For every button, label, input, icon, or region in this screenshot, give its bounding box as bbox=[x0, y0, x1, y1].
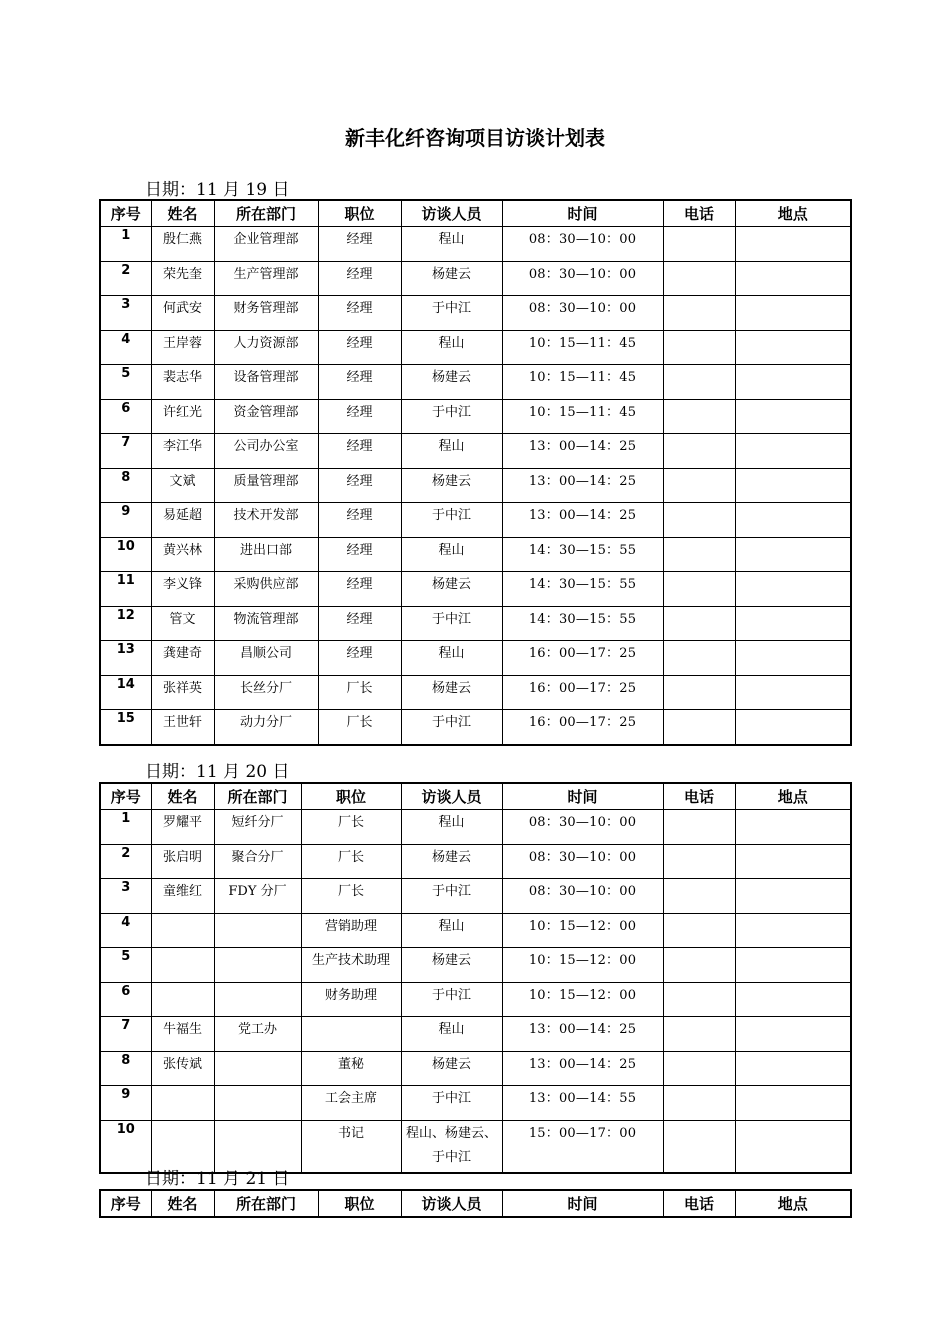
cell-no: 6 bbox=[100, 982, 151, 1017]
cell-time: 14：30—15：55 bbox=[502, 572, 663, 607]
cell-dept: 技术开发部 bbox=[214, 503, 318, 538]
cell-phone bbox=[663, 913, 735, 948]
cell-interviewer: 于中江 bbox=[401, 606, 502, 641]
header-col-interviewer: 访谈人员 bbox=[401, 783, 502, 810]
table-row bbox=[100, 948, 851, 983]
cell-interviewer: 程山 bbox=[401, 913, 502, 948]
cell-no: 8 bbox=[100, 468, 151, 503]
cell-time: 14：30—15：55 bbox=[502, 537, 663, 572]
cell-time: 10：15—12：00 bbox=[502, 948, 663, 983]
cell-no: 10 bbox=[100, 537, 151, 572]
cell-no: 7 bbox=[100, 1017, 151, 1052]
cell-phone bbox=[663, 710, 735, 745]
cell-interviewer: 杨建云 bbox=[401, 468, 502, 503]
cell-name: 张祥英 bbox=[151, 675, 214, 710]
cell-no: 12 bbox=[100, 606, 151, 641]
header-col-position: 职位 bbox=[301, 783, 401, 810]
cell-no: 9 bbox=[100, 1086, 151, 1121]
table-row bbox=[100, 982, 851, 1017]
header-col-name: 姓名 bbox=[151, 783, 214, 810]
cell-interviewer: 于中江 bbox=[401, 710, 502, 745]
header-col-dept: 所在部门 bbox=[214, 200, 318, 227]
cell-time: 10：15—11：45 bbox=[502, 330, 663, 365]
cell-no: 4 bbox=[100, 913, 151, 948]
cell-interviewer: 程山 bbox=[401, 330, 502, 365]
header-col-phone: 电话 bbox=[663, 200, 735, 227]
header-col-no: 序号 bbox=[100, 783, 151, 810]
cell-place bbox=[735, 641, 851, 676]
table-row bbox=[100, 330, 851, 365]
cell-phone bbox=[663, 1086, 735, 1121]
cell-no: 11 bbox=[100, 572, 151, 607]
cell-no: 14 bbox=[100, 675, 151, 710]
cell-name: 牛福生 bbox=[151, 1017, 214, 1052]
cell-phone bbox=[663, 261, 735, 296]
cell-dept: 长丝分厂 bbox=[214, 675, 318, 710]
cell-place bbox=[735, 468, 851, 503]
cell-name: 管文 bbox=[151, 606, 214, 641]
table-row bbox=[100, 844, 851, 879]
table-row bbox=[100, 1017, 851, 1052]
cell-interviewer: 于中江 bbox=[401, 296, 502, 331]
cell-interviewer: 程山、杨建云、于中江 bbox=[401, 1120, 502, 1173]
cell-place bbox=[735, 982, 851, 1017]
cell-dept: 物流管理部 bbox=[214, 606, 318, 641]
cell-phone bbox=[663, 227, 735, 262]
schedule-table-day3 bbox=[99, 1189, 852, 1218]
cell-place bbox=[735, 948, 851, 983]
cell-time: 13：00—14：25 bbox=[502, 1051, 663, 1086]
cell-phone bbox=[663, 330, 735, 365]
cell-no: 1 bbox=[100, 227, 151, 262]
header-col-time: 时间 bbox=[502, 200, 663, 227]
cell-dept bbox=[214, 913, 301, 948]
cell-place bbox=[735, 1086, 851, 1121]
cell-phone bbox=[663, 810, 735, 845]
cell-time: 08：30—10：00 bbox=[502, 296, 663, 331]
cell-place bbox=[735, 330, 851, 365]
table-row bbox=[100, 537, 851, 572]
header-col-name: 姓名 bbox=[151, 1190, 214, 1217]
cell-name: 童维红 bbox=[151, 879, 214, 914]
cell-phone bbox=[663, 675, 735, 710]
cell-phone bbox=[663, 434, 735, 469]
cell-name: 何武安 bbox=[151, 296, 214, 331]
cell-position: 营销助理 bbox=[301, 913, 401, 948]
cell-time: 10：15—11：45 bbox=[502, 365, 663, 400]
cell-place bbox=[735, 261, 851, 296]
cell-time: 13：00—14：25 bbox=[502, 503, 663, 538]
cell-time: 08：30—10：00 bbox=[502, 844, 663, 879]
cell-position: 经理 bbox=[318, 227, 401, 262]
cell-dept: FDY 分厂 bbox=[214, 879, 301, 914]
table-row bbox=[100, 434, 851, 469]
table-row bbox=[100, 710, 851, 745]
cell-dept: 短纤分厂 bbox=[214, 810, 301, 845]
cell-name: 王岸蓉 bbox=[151, 330, 214, 365]
cell-position: 经理 bbox=[318, 261, 401, 296]
cell-time: 08：30—10：00 bbox=[502, 879, 663, 914]
header-col-time: 时间 bbox=[502, 783, 663, 810]
header-col-no: 序号 bbox=[100, 200, 151, 227]
cell-place bbox=[735, 913, 851, 948]
cell-name: 李义锋 bbox=[151, 572, 214, 607]
table-row bbox=[100, 913, 851, 948]
cell-name: 王世轩 bbox=[151, 710, 214, 745]
cell-position: 厂长 bbox=[301, 844, 401, 879]
cell-no: 9 bbox=[100, 503, 151, 538]
cell-dept: 昌顺公司 bbox=[214, 641, 318, 676]
cell-name: 文斌 bbox=[151, 468, 214, 503]
cell-name: 罗耀平 bbox=[151, 810, 214, 845]
cell-position bbox=[301, 1017, 401, 1052]
cell-name: 黄兴林 bbox=[151, 537, 214, 572]
table-row bbox=[100, 365, 851, 400]
cell-time: 08：30—10：00 bbox=[502, 227, 663, 262]
cell-position: 经理 bbox=[318, 468, 401, 503]
cell-place bbox=[735, 1051, 851, 1086]
cell-phone bbox=[663, 641, 735, 676]
cell-place bbox=[735, 879, 851, 914]
cell-dept bbox=[214, 1051, 301, 1086]
table-row bbox=[100, 227, 851, 262]
cell-no: 7 bbox=[100, 434, 151, 469]
table-row bbox=[100, 879, 851, 914]
cell-time: 14：30—15：55 bbox=[502, 606, 663, 641]
cell-dept: 采购供应部 bbox=[214, 572, 318, 607]
cell-interviewer: 程山 bbox=[401, 810, 502, 845]
cell-no: 8 bbox=[100, 1051, 151, 1086]
cell-interviewer: 杨建云 bbox=[401, 365, 502, 400]
cell-time: 16：00—17：25 bbox=[502, 641, 663, 676]
cell-dept: 人力资源部 bbox=[214, 330, 318, 365]
cell-name: 许红光 bbox=[151, 399, 214, 434]
cell-phone bbox=[663, 296, 735, 331]
table-header-row bbox=[100, 783, 851, 810]
schedule-table-day1 bbox=[99, 199, 852, 746]
cell-time: 13：00—14：25 bbox=[502, 434, 663, 469]
header-col-dept: 所在部门 bbox=[214, 783, 301, 810]
cell-time: 16：00—17：25 bbox=[502, 675, 663, 710]
cell-phone bbox=[663, 1051, 735, 1086]
cell-name bbox=[151, 913, 214, 948]
cell-interviewer: 杨建云 bbox=[401, 675, 502, 710]
cell-interviewer: 杨建云 bbox=[401, 1051, 502, 1086]
cell-no: 6 bbox=[100, 399, 151, 434]
cell-name: 李江华 bbox=[151, 434, 214, 469]
table-row bbox=[100, 675, 851, 710]
cell-phone bbox=[663, 948, 735, 983]
cell-place bbox=[735, 503, 851, 538]
cell-phone bbox=[663, 1017, 735, 1052]
cell-dept: 动力分厂 bbox=[214, 710, 318, 745]
header-col-place: 地点 bbox=[735, 200, 851, 227]
cell-phone bbox=[663, 844, 735, 879]
table-row bbox=[100, 1051, 851, 1086]
cell-interviewer: 杨建云 bbox=[401, 948, 502, 983]
cell-phone bbox=[663, 503, 735, 538]
cell-time: 13：00—14：25 bbox=[502, 1017, 663, 1052]
cell-name: 裴志华 bbox=[151, 365, 214, 400]
cell-time: 13：00—14：55 bbox=[502, 1086, 663, 1121]
page-title: 新丰化纤咨询项目访谈计划表 bbox=[345, 126, 605, 150]
table-row bbox=[100, 810, 851, 845]
cell-phone bbox=[663, 399, 735, 434]
header-col-place: 地点 bbox=[735, 783, 851, 810]
cell-interviewer: 杨建云 bbox=[401, 261, 502, 296]
cell-dept bbox=[214, 948, 301, 983]
cell-place bbox=[735, 365, 851, 400]
cell-place bbox=[735, 227, 851, 262]
cell-no: 4 bbox=[100, 330, 151, 365]
cell-name: 张启明 bbox=[151, 844, 214, 879]
cell-no: 13 bbox=[100, 641, 151, 676]
cell-name: 易延超 bbox=[151, 503, 214, 538]
table-row bbox=[100, 1086, 851, 1121]
cell-phone bbox=[663, 468, 735, 503]
cell-phone bbox=[663, 879, 735, 914]
cell-name bbox=[151, 982, 214, 1017]
table-row bbox=[100, 261, 851, 296]
cell-interviewer: 于中江 bbox=[401, 503, 502, 538]
cell-time: 16：00—17：25 bbox=[502, 710, 663, 745]
cell-position: 书记 bbox=[301, 1120, 401, 1173]
cell-name: 龚建奇 bbox=[151, 641, 214, 676]
table-row bbox=[100, 641, 851, 676]
cell-place bbox=[735, 1017, 851, 1052]
cell-position: 经理 bbox=[318, 503, 401, 538]
date-label-day3: 日期：11 月 21 日 bbox=[145, 1169, 290, 1189]
table-body-day2 bbox=[100, 810, 851, 1173]
cell-dept bbox=[214, 982, 301, 1017]
table-row bbox=[100, 468, 851, 503]
cell-interviewer: 程山 bbox=[401, 434, 502, 469]
cell-place bbox=[735, 710, 851, 745]
cell-place bbox=[735, 1120, 851, 1173]
cell-position: 工会主席 bbox=[301, 1086, 401, 1121]
cell-time: 10：15—11：45 bbox=[502, 399, 663, 434]
cell-dept: 党工办 bbox=[214, 1017, 301, 1052]
table-row bbox=[100, 296, 851, 331]
cell-position: 厂长 bbox=[318, 710, 401, 745]
cell-position: 经理 bbox=[318, 296, 401, 331]
header-col-time: 时间 bbox=[502, 1190, 663, 1217]
header-col-position: 职位 bbox=[318, 200, 401, 227]
cell-interviewer: 杨建云 bbox=[401, 572, 502, 607]
cell-dept: 生产管理部 bbox=[214, 261, 318, 296]
cell-interviewer: 于中江 bbox=[401, 1086, 502, 1121]
cell-name: 荣先奎 bbox=[151, 261, 214, 296]
cell-interviewer: 程山 bbox=[401, 1017, 502, 1052]
cell-place bbox=[735, 434, 851, 469]
cell-phone bbox=[663, 606, 735, 641]
cell-time: 08：30—10：00 bbox=[502, 261, 663, 296]
cell-place bbox=[735, 606, 851, 641]
cell-dept: 财务管理部 bbox=[214, 296, 318, 331]
cell-time: 08：30—10：00 bbox=[502, 810, 663, 845]
cell-name bbox=[151, 948, 214, 983]
cell-position: 厂长 bbox=[301, 810, 401, 845]
cell-dept: 企业管理部 bbox=[214, 227, 318, 262]
schedule-table-day2 bbox=[99, 782, 852, 1174]
cell-place bbox=[735, 810, 851, 845]
cell-position: 经理 bbox=[318, 537, 401, 572]
cell-no: 15 bbox=[100, 710, 151, 745]
cell-position: 经理 bbox=[318, 434, 401, 469]
cell-no: 5 bbox=[100, 365, 151, 400]
cell-dept: 公司办公室 bbox=[214, 434, 318, 469]
cell-dept: 质量管理部 bbox=[214, 468, 318, 503]
cell-position: 厂长 bbox=[301, 879, 401, 914]
cell-time: 15：00—17：00 bbox=[502, 1120, 663, 1173]
cell-no: 10 bbox=[100, 1120, 151, 1173]
cell-phone bbox=[663, 1120, 735, 1173]
cell-name: 张传斌 bbox=[151, 1051, 214, 1086]
cell-name bbox=[151, 1086, 214, 1121]
cell-position: 经理 bbox=[318, 399, 401, 434]
cell-phone bbox=[663, 365, 735, 400]
cell-position: 经理 bbox=[318, 606, 401, 641]
table-row bbox=[100, 503, 851, 538]
cell-dept: 进出口部 bbox=[214, 537, 318, 572]
cell-no: 3 bbox=[100, 296, 151, 331]
header-col-place: 地点 bbox=[735, 1190, 851, 1217]
header-col-name: 姓名 bbox=[151, 200, 214, 227]
cell-place bbox=[735, 537, 851, 572]
cell-position: 经理 bbox=[318, 365, 401, 400]
cell-phone bbox=[663, 537, 735, 572]
header-col-interviewer: 访谈人员 bbox=[401, 1190, 502, 1217]
cell-position: 董秘 bbox=[301, 1051, 401, 1086]
cell-interviewer: 于中江 bbox=[401, 982, 502, 1017]
cell-time: 10：15—12：00 bbox=[502, 982, 663, 1017]
cell-phone bbox=[663, 572, 735, 607]
cell-dept: 设备管理部 bbox=[214, 365, 318, 400]
header-col-dept: 所在部门 bbox=[214, 1190, 318, 1217]
cell-dept bbox=[214, 1086, 301, 1121]
cell-no: 2 bbox=[100, 261, 151, 296]
cell-position: 财务助理 bbox=[301, 982, 401, 1017]
cell-interviewer: 杨建云 bbox=[401, 844, 502, 879]
cell-interviewer: 程山 bbox=[401, 641, 502, 676]
cell-name: 殷仁燕 bbox=[151, 227, 214, 262]
cell-position: 经理 bbox=[318, 641, 401, 676]
header-col-position: 职位 bbox=[318, 1190, 401, 1217]
cell-time: 10：15—12：00 bbox=[502, 913, 663, 948]
cell-place bbox=[735, 296, 851, 331]
cell-interviewer: 程山 bbox=[401, 227, 502, 262]
date-label-day1: 日期：11 月 19 日 bbox=[145, 180, 290, 200]
table-header-row bbox=[100, 200, 851, 227]
cell-interviewer: 程山 bbox=[401, 537, 502, 572]
header-col-phone: 电话 bbox=[663, 1190, 735, 1217]
cell-time: 13：00—14：25 bbox=[502, 468, 663, 503]
cell-position: 生产技术助理 bbox=[301, 948, 401, 983]
cell-phone bbox=[663, 982, 735, 1017]
cell-no: 3 bbox=[100, 879, 151, 914]
table-row bbox=[100, 399, 851, 434]
cell-interviewer: 于中江 bbox=[401, 399, 502, 434]
cell-no: 2 bbox=[100, 844, 151, 879]
table-row bbox=[100, 572, 851, 607]
header-col-no: 序号 bbox=[100, 1190, 151, 1217]
header-col-interviewer: 访谈人员 bbox=[401, 200, 502, 227]
cell-no: 5 bbox=[100, 948, 151, 983]
cell-position: 厂长 bbox=[318, 675, 401, 710]
header-col-phone: 电话 bbox=[663, 783, 735, 810]
cell-place bbox=[735, 675, 851, 710]
cell-position: 经理 bbox=[318, 572, 401, 607]
cell-dept: 聚合分厂 bbox=[214, 844, 301, 879]
table-header-row bbox=[100, 1190, 851, 1217]
cell-place bbox=[735, 572, 851, 607]
date-label-day2: 日期：11 月 20 日 bbox=[145, 762, 290, 782]
table-body-day1 bbox=[100, 227, 851, 745]
cell-place bbox=[735, 399, 851, 434]
cell-no: 1 bbox=[100, 810, 151, 845]
table-row bbox=[100, 606, 851, 641]
cell-dept: 资金管理部 bbox=[214, 399, 318, 434]
cell-place bbox=[735, 844, 851, 879]
cell-interviewer: 于中江 bbox=[401, 879, 502, 914]
cell-position: 经理 bbox=[318, 330, 401, 365]
